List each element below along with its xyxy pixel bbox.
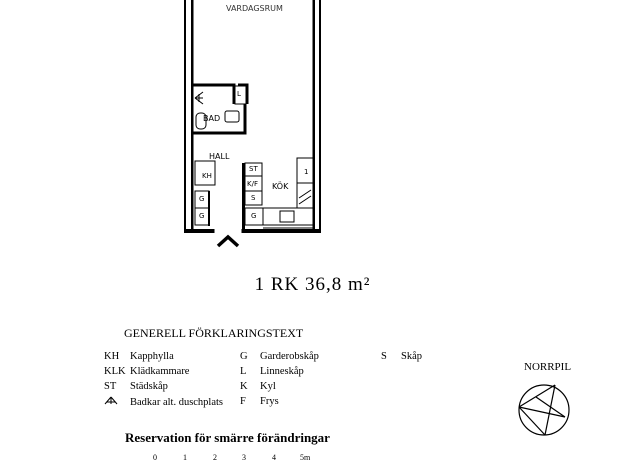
legend-item-s [381, 351, 422, 362]
kitchen-unit-label: 1 [304, 168, 309, 176]
closet-label-g3: G [251, 212, 257, 220]
legend-heading: GENERELL FÖRKLARINGSTEXT [124, 326, 304, 340]
closet-label-kf: K/F [247, 180, 258, 188]
legend-code: KLK [104, 366, 126, 377]
room-bath-label: BAD [203, 114, 221, 123]
legend-text: Badkar alt. duschplats [130, 397, 224, 408]
closet-label-s: S [251, 194, 256, 202]
legend-code: ST [104, 381, 117, 392]
compass-icon [515, 383, 573, 437]
legend-item-l [240, 366, 304, 377]
legend-item-kh [104, 351, 174, 362]
legend-text: Kyl [260, 381, 276, 392]
north-arrow-label: NORRPIL [524, 361, 572, 373]
reservation-note: Reservation för smärre förändringar [125, 430, 330, 445]
closet-label-g1: G [199, 195, 205, 203]
legend-code: F [240, 396, 246, 407]
legend-item-shower [104, 396, 223, 408]
legend-code: L [240, 366, 247, 377]
apartment-title: 1 RK 36,8 m² [254, 274, 371, 295]
scale-tick-0: 0 [153, 453, 157, 462]
closet-label-kh: KH [202, 172, 212, 180]
legend-text: Klädkammare [130, 366, 190, 377]
legend-code: KH [104, 351, 120, 362]
legend-code: S [381, 351, 387, 362]
scale-tick-1: 1 [183, 453, 187, 462]
scale-tick-5m: 5m [300, 453, 311, 462]
legend-text: Skåp [401, 351, 422, 362]
closet-label-l: L [237, 90, 241, 98]
legend-item-f [240, 396, 279, 407]
legend-text: Frys [260, 396, 279, 407]
scale-tick-3: 3 [242, 453, 246, 462]
legend-code: G [240, 351, 248, 362]
chevron-up-icon [216, 234, 240, 248]
closet-label-st: ST [249, 165, 258, 173]
legend-text: Kapphylla [130, 351, 174, 362]
legend-item-g [240, 351, 319, 362]
legend-item-k [240, 381, 276, 392]
legend-code: K [240, 381, 248, 392]
legend-text: Städskåp [130, 381, 168, 392]
legend-text: Linneskåp [260, 366, 304, 377]
shower-icon [104, 396, 130, 408]
scale-tick-4: 4 [272, 453, 276, 462]
room-kitchen-label: KÖK [272, 182, 289, 191]
legend-text: Garderobskåp [260, 351, 319, 362]
room-livingroom-label: VARDAGSRUM [226, 4, 283, 13]
legend-item-klk [104, 366, 189, 377]
legend-item-st [104, 381, 168, 392]
closet-label-g2: G [199, 212, 205, 220]
scale-tick-2: 2 [213, 453, 217, 462]
room-hall-label: HALL [209, 152, 230, 161]
